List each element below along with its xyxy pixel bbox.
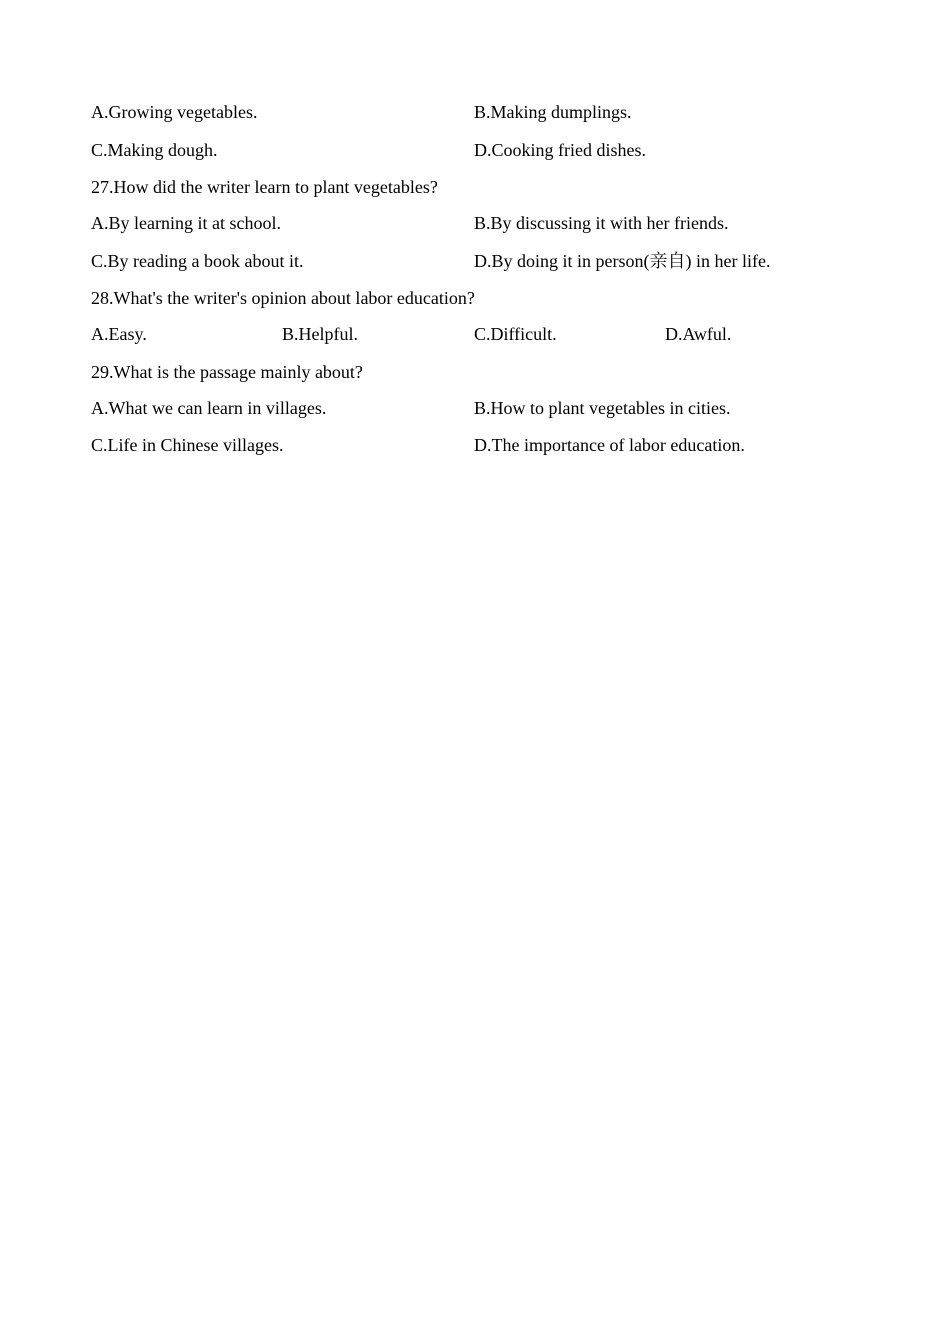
q27-options-row-2	[91, 249, 871, 287]
q29-option-a: A.What we can learn in villages.	[91, 397, 327, 418]
q27-options-row-1	[91, 211, 871, 249]
q28-option-b: B.Helpful.	[282, 324, 358, 344]
q29-options-row-1	[91, 396, 871, 434]
q29-options-row-2	[91, 433, 871, 471]
q26-option-d: D.Cooking fried dishes.	[474, 139, 646, 160]
q28-option-c: C.Difficult.	[474, 324, 557, 344]
q26-option-a: A.Growing vegetables.	[91, 102, 258, 122]
q26-options-row-1	[91, 100, 871, 138]
q27-option-a: A.By learning it at school.	[91, 213, 281, 233]
q27-question	[91, 175, 871, 211]
q26-option-c: C.Making dough.	[91, 139, 218, 160]
q27-option-b: B.By discussing it with her friends.	[474, 213, 729, 233]
q29-option-d: D.The importance of labor education.	[474, 435, 745, 455]
q28-text: 28.What's the writer's opinion about labor education?	[91, 288, 475, 308]
q29-question	[91, 360, 871, 396]
q29-option-c: C.Life in Chinese villages.	[91, 435, 284, 455]
q29-option-b: B.How to plant vegetables in cities.	[474, 397, 731, 418]
q28-option-d: D.Awful.	[665, 324, 732, 344]
q28-question	[91, 286, 871, 322]
q27-text: 27.How did the writer learn to plant vegetables?	[91, 177, 438, 197]
q26-options-row-2	[91, 138, 871, 176]
q29-text: 29.What is the passage mainly about?	[91, 361, 363, 382]
q26-option-b: B.Making dumplings.	[474, 102, 632, 122]
q28-option-a: A.Easy.	[91, 324, 147, 344]
q27-option-d: D.By doing it in person(亲自) in her life.	[474, 250, 771, 271]
q27-option-c: C.By reading a book about it.	[91, 250, 304, 271]
document-page	[91, 100, 871, 471]
q28-options-row	[91, 322, 871, 360]
